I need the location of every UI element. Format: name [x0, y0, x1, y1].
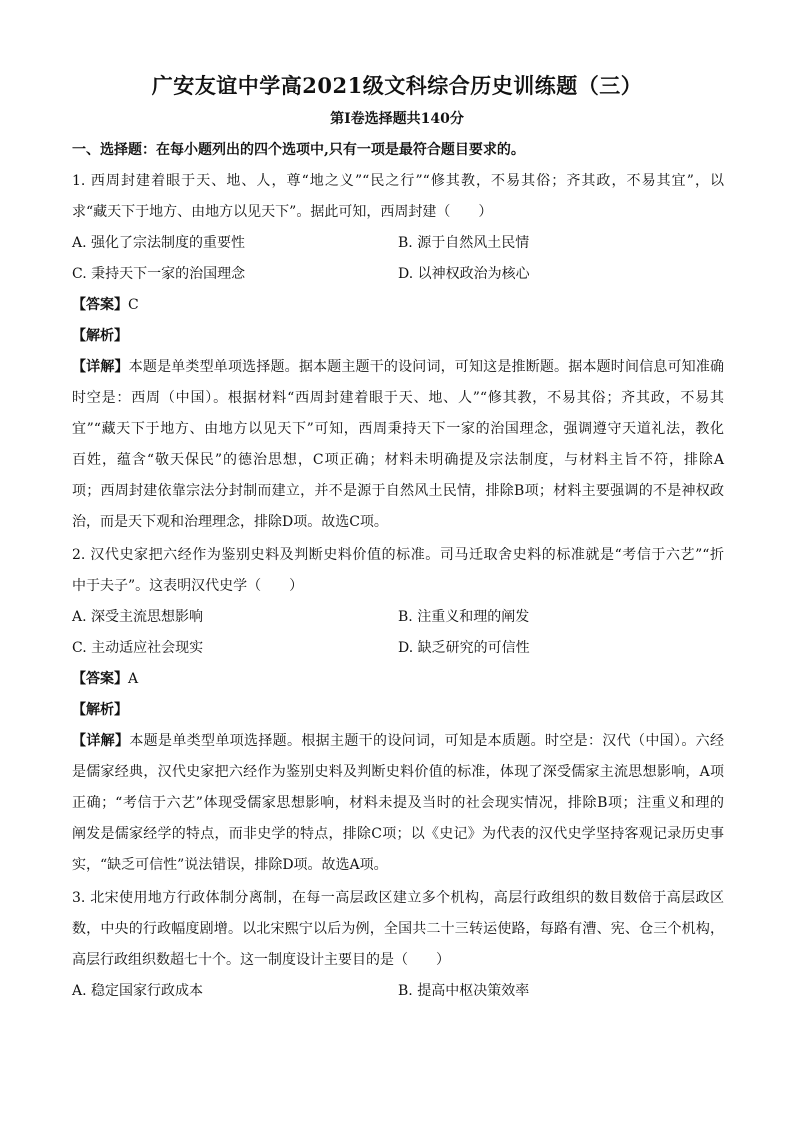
question-3-option-a: A. 稳定国家行政成本	[72, 983, 204, 999]
question-2-detail	[72, 726, 724, 881]
detail-label: 【详解】	[72, 359, 129, 375]
question-1-option-d: D. 以神权政治为核心	[398, 266, 530, 282]
detail-line: 阐发是儒家经学的特点，而非史学的特点，排除C项；以《史记》为代表的汉代史学坚持客观记录历史事	[72, 826, 724, 842]
section-heading: 一、选择题：在每小题列出的四个选项中,只有一项是最符合题目要求的。	[72, 142, 525, 158]
question-1-options	[72, 228, 724, 290]
question-3-stem-line: 高层行政组织数超七十个。这一制度设计主要目的是（ ）	[72, 952, 450, 968]
question-1-option-c: C. 秉持天下一家的治国理念	[72, 266, 246, 282]
question-3-stem	[72, 883, 724, 976]
detail-line: 宜”“藏天下于地方、由地方以见天下”可知，西周秉持天下一家的治国理念，强调遵守天道礼法，教化	[72, 421, 724, 437]
detail-line: 是儒家经典，汉代史家把六经作为鉴别史料及判断史料价值的标准，体现了深受儒家主流思想影响，A项	[72, 764, 724, 780]
answer-value: C	[128, 297, 139, 313]
question-2-stem	[72, 540, 724, 602]
question-2-option-c: C. 主动适应社会现实	[72, 640, 204, 656]
detail-line: 百姓，蕴含“敬天保民”的德治思想，C项正确；材料未明确提及宗法制度，与材料主旨不符，排除A	[72, 452, 724, 468]
analysis-label: 【解析】	[72, 328, 128, 344]
detail-line: 治，而是天下观和治理理念，排除D项。故选C项。	[72, 514, 388, 530]
question-3-options	[72, 976, 724, 1007]
question-1-stem	[72, 166, 724, 228]
question-2-stem-line: 中于夫子”。这表明汉代史学（ ）	[72, 578, 304, 594]
question-1-detail	[72, 352, 724, 538]
answer-label: 【答案】	[72, 297, 128, 313]
detail-line: 【详解】本题是单类型单项选择题。根据主题干的设问词，可知是本质题。时空是：汉代（中国）。六经	[72, 733, 725, 749]
question-2-option-a: A. 深受主流思想影响	[72, 609, 204, 625]
detail-line: 项；西周封建依靠宗法分封制而建立，并不是源于自然风土民情，排除B项；材料主要强调的不是神权政	[72, 483, 724, 499]
detail-line: 【详解】本题是单类型单项选择题。据本题主题干的设问词，可知这是推断题。据本题时间信息可知准确	[72, 359, 725, 375]
question-1-option-a: A. 强化了宗法制度的重要性	[72, 235, 246, 251]
question-1-option-b: B. 源于自然风土民情	[398, 235, 530, 251]
question-2-analysis-label	[72, 695, 128, 726]
question-3-stem-line: 数，中央的行政幅度剧增。以北宋熙宁以后为例，全国共二十三转运使路，每路有漕、宪、仓三个机构，	[72, 921, 724, 937]
question-2-option-b: B. 注重义和理的阐发	[398, 609, 530, 625]
answer-value: A	[128, 671, 139, 687]
analysis-label: 【解析】	[72, 702, 128, 718]
question-3-option-b: B. 提高中枢决策效率	[398, 983, 530, 999]
question-2-answer	[72, 664, 138, 695]
page-title: 广安友谊中学高2021级文科综合历史训练题（三）	[151, 73, 643, 98]
detail-line: 时空是：西周（中国）。根据材料“西周封建着眼于天、地、人”“修其教，不易其俗；齐其政，不易其	[72, 390, 724, 406]
question-3-stem-line: 3. 北宋使用地方行政体制分离制，在每一高层政区建立多个机构，高层行政组织的数目数倍于高层政区	[72, 890, 724, 906]
question-1-stem-line: 求“藏天下于地方、由地方以见天下”。据此可知，西周封建（ ）	[72, 204, 493, 220]
question-1-analysis-label	[72, 321, 128, 352]
question-2-stem-line: 2. 汉代史家把六经作为鉴别史料及判断史料价值的标准。司马迁取舍史料的标准就是“考信于六艺”“折	[72, 547, 724, 563]
detail-label: 【详解】	[72, 733, 130, 749]
detail-line: 正确；“考信于六艺”体现受儒家思想影响，材料未提及当时的社会现实情况，排除B项；注重义和理的	[72, 795, 724, 811]
question-2-option-d: D. 缺乏研究的可信性	[398, 640, 530, 656]
page-subtitle: 第Ⅰ卷选择题共140分	[330, 111, 464, 127]
question-2-options	[72, 602, 724, 664]
question-1-answer	[72, 290, 139, 321]
answer-label: 【答案】	[72, 671, 128, 687]
detail-line: 实，“缺乏可信性”说法错误，排除D项。故选A项。	[72, 857, 388, 873]
question-1-stem-line: 1. 西周封建着眼于天、地、人，尊“地之义”“民之行”“修其教，不易其俗；齐其政，不易其宜”，以	[72, 173, 724, 189]
